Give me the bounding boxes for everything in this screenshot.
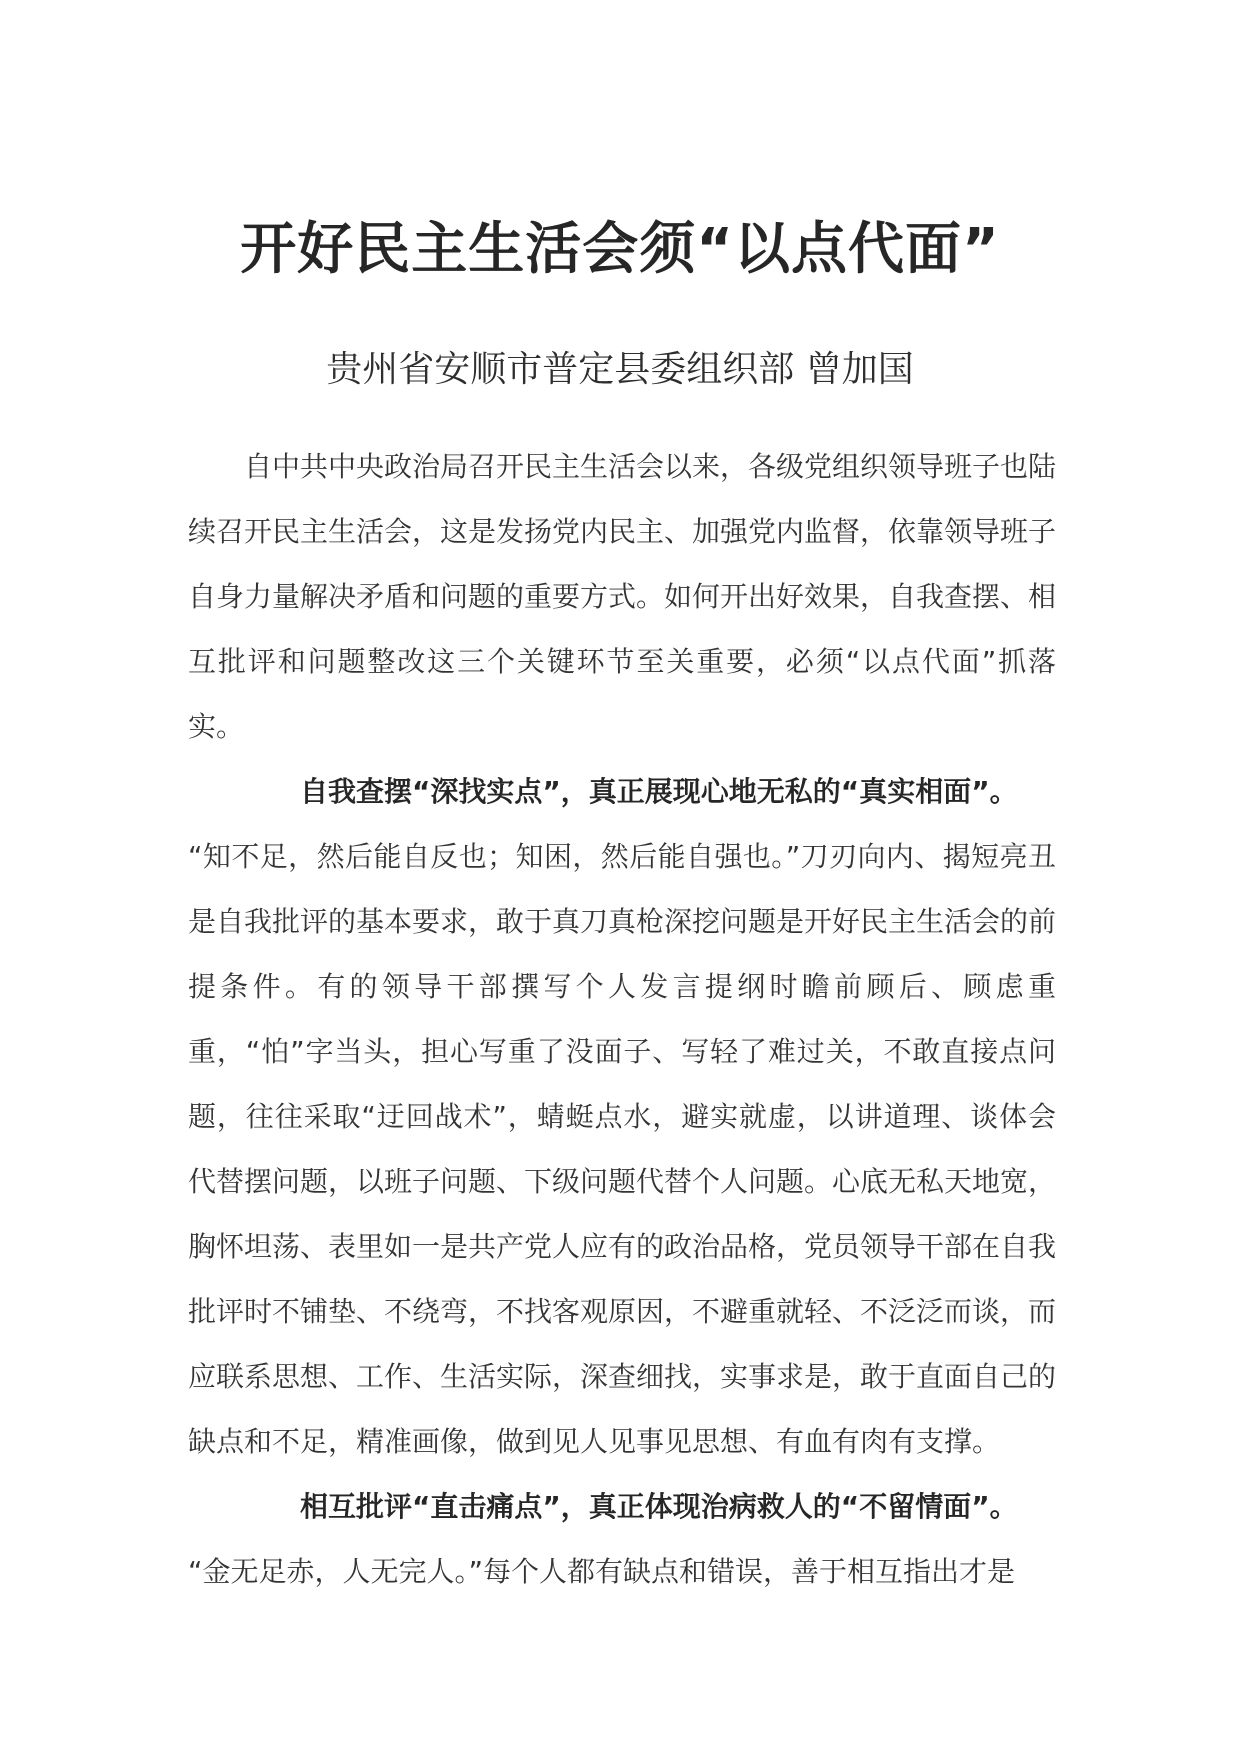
section-heading-mutual-criticism: 相互批评“直击痛点”，真正体现治病救人的“不留情面”。	[300, 1490, 1018, 1523]
author-byline: 贵州省安顺市普定县委组织部 曾加国	[326, 349, 914, 390]
section-paragraph-self-review: “知不足，然后能自反也；知困，然后能自强也。”刀刃向内、揭短亮丑是自我批评的基本要求，敢于真刀真枪深挖问题是开好民主生活会的前提条件。有的领导干部撰写个人发言提纲时瞻前顾后、顾虑重重，“怕”字当头，担心写重了没面子、写轻了难过关，不敢直接点问题，往往采取“迂回战术”，蜻蜓点水，避实就虚，以讲道理、谈体会代替摆问题，以班子问题、下级问题代替个人问题。心底无私天地宽，胸怀坦荡、表里如一是共产党人应有的政治品格，党员领导干部在自我批评时不铺垫、不绕弯，不找客观原因，不避重就轻、不泛泛而谈，而应联系思想、工作、生活实际，深查细找，实事求是，敢于直面自己的缺点和不足，精准画像，做到见人见事见思想、有血有肉有支撑。	[188, 840, 1057, 1458]
section-heading-self-review: 自我查摆“深找实点”，真正展现心地无私的“真实相面”。	[300, 775, 1018, 808]
article-body	[188, 434, 1056, 1604]
section-paragraph-mutual-criticism: “金无足赤，人无完人。”每个人都有缺点和错误，善于相互指出才是	[188, 1555, 1016, 1588]
document-title: 开好民主生活会须“以点代面”	[240, 217, 1000, 282]
intro-paragraph: 自中共中央政治局召开民主生活会以来，各级党组织领导班子也陆续召开民主生活会，这是发扬党内民主、加强党内监督，依靠领导班子自身力量解决矛盾和问题的重要方式。如何开出好效果，自我查摆、相互批评和问题整改这三个关键环节至关重要，必须“以点代面”抓落实。	[188, 450, 1057, 743]
